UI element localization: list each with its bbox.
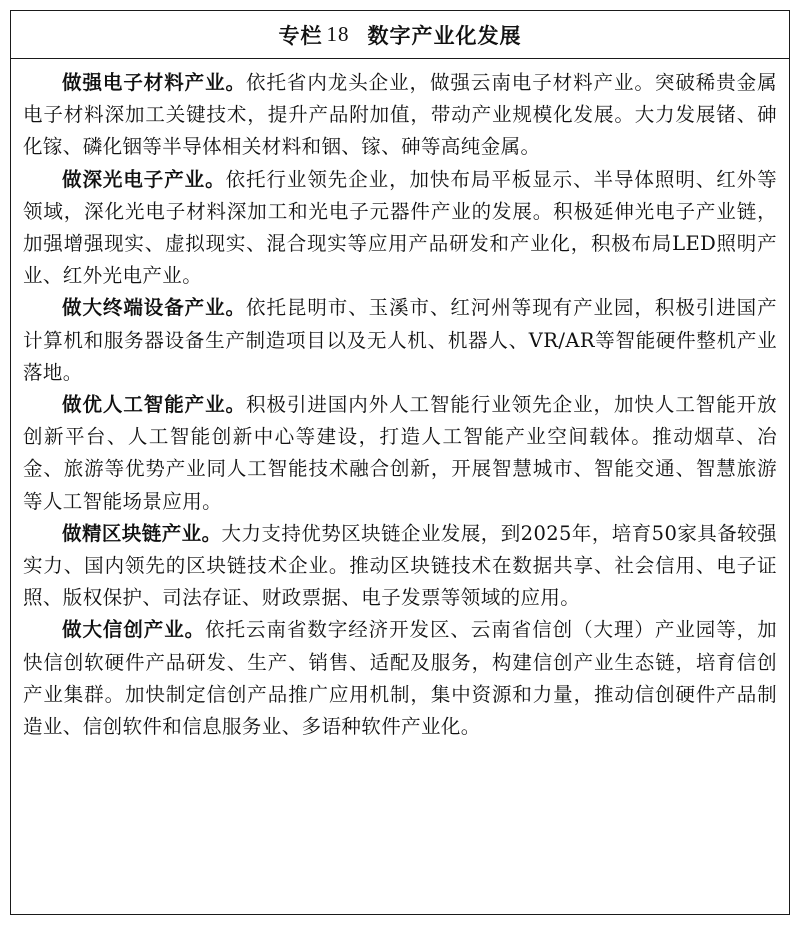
paragraph-body: 依托省内龙头企业，做强云南电子材料产业。突破稀贵金属电子材料深加工关键技术，提升产品附加值，带动产业规模化发展。大力发展锗、砷化镓、磷化铟等半导体相关材料和铟、镓、砷等高纯金属。 (23, 71, 777, 159)
paragraph-lead: 做深光电子产业。 (62, 167, 226, 191)
paragraph-optoelectronics (23, 164, 777, 293)
column-header (11, 11, 789, 59)
column-title: 数字产业化发展 (367, 23, 522, 48)
paragraph-body: 依托云南省数字经济开发区、云南省信创（大理）产业园等，加快信创软硬件产品研发、生产、销售、适配及服务，构建信创产业生态链，培育信创产业集群。加快制定信创产品推广应用机制，集中资源和力量，推动信创硬件产品制造业、信创软件和信息服务业、多语种软件产业化。 (23, 618, 777, 739)
paragraph-lead: 做优人工智能产业。 (62, 393, 246, 417)
paragraph-lead: 做大终端设备产业。 (62, 296, 246, 320)
column-number: 18 (326, 22, 350, 46)
paragraph-xinchuang (23, 614, 777, 743)
column-box (10, 10, 790, 915)
paragraph-artificial-intelligence (23, 389, 777, 518)
paragraph-electronic-materials (23, 67, 777, 164)
paragraph-body: 大力支持优势区块链企业发展，到2025年，培育50家具备较强实力、国内领先的区块链技术企业。推动区块链技术在数据共享、社会信用、电子证照、版权保护、司法存证、财政票据、电子发票等领域的应用。 (23, 521, 777, 610)
paragraph-lead: 做大信创产业。 (62, 618, 206, 642)
paragraph-terminal-devices (23, 292, 777, 389)
column-content (11, 59, 789, 743)
paragraph-lead: 做精区块链产业。 (62, 521, 222, 545)
paragraph-body: 依托行业领先企业，加快布局平板显示、半导体照明、红外等领域，深化光电子材料深加工和光电子元器件产业的发展。积极延伸光电子产业链，加强增强现实、虚拟现实、混合现实等应用产品研发和产业化，积极布局LED照明产业、红外光电产业。 (23, 167, 777, 288)
column-label: 专栏 (278, 23, 323, 48)
paragraph-body: 依托昆明市、玉溪市、红河州等现有产业园，积极引进国产计算机和服务器设备生产制造项目以及无人机、机器人、VR/AR等智能硬件整机产业落地。 (23, 296, 777, 384)
paragraph-body: 积极引进国内外人工智能行业领先企业，加快人工智能开放创新平台、人工智能创新中心等建设，打造人工智能产业空间载体。推动烟草、冶金、旅游等优势产业同人工智能技术融合创新，开展智慧城市、智能交通、智慧旅游等人工智能场景应用。 (23, 393, 777, 513)
paragraph-blockchain (23, 518, 777, 615)
paragraph-lead: 做强电子材料产业。 (62, 71, 246, 94)
